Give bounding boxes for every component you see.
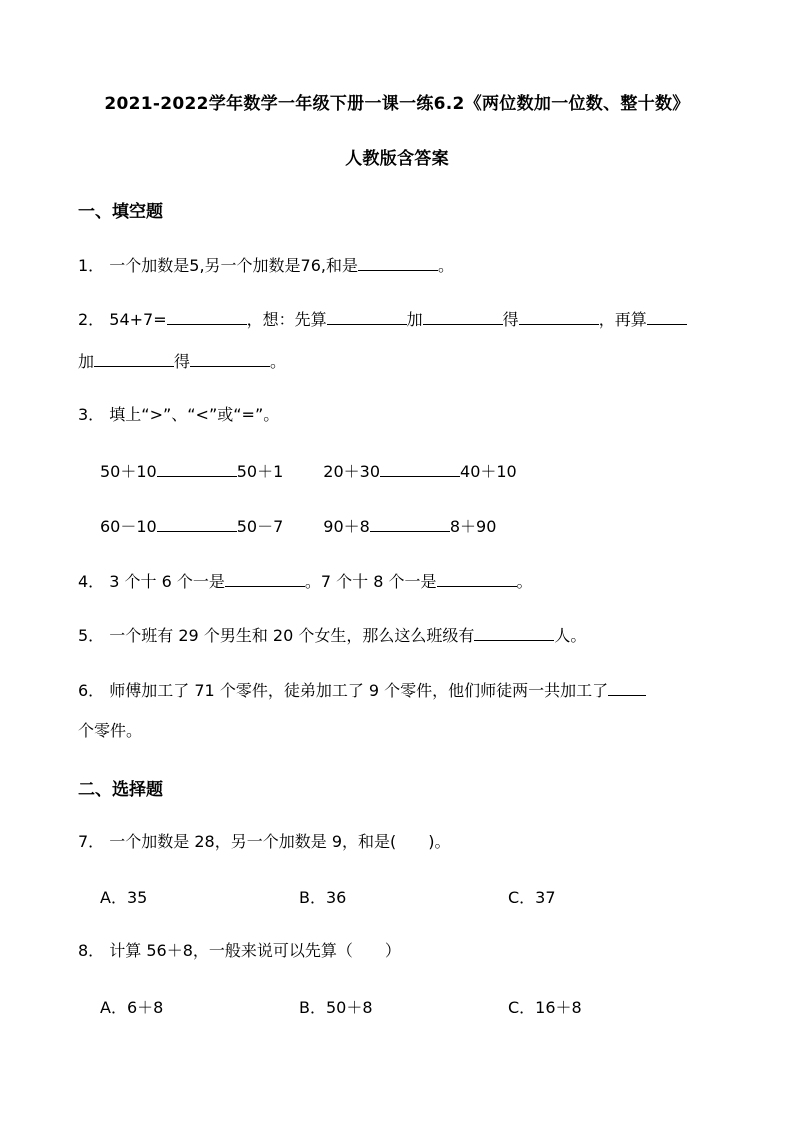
question-text: 。 [270,352,287,371]
expression: 90＋8 [323,517,370,536]
question-text: 得 [174,352,191,371]
question-text: 加 [406,310,423,329]
expression: 50＋10 [100,462,157,481]
question-text: 。 [438,256,455,275]
option-b[interactable]: B．36 [299,888,347,907]
question-text: 一个加数是5,另一个加数是76,和是 [109,256,358,275]
answer-blank[interactable] [608,678,646,696]
answer-blank[interactable] [157,459,237,477]
question-text: 。7 个十 8 个一是 [304,572,437,591]
question-number: 7． [78,832,105,851]
question-2 [78,307,687,331]
option-a[interactable]: A．6＋8 [100,998,164,1017]
answer-blank[interactable] [157,514,237,532]
option-c[interactable]: C．16＋8 [508,998,582,1017]
answer-blank[interactable] [327,307,407,325]
question-text: 。 [516,572,533,591]
question-5 [78,623,586,647]
expression: 50－7 [236,517,284,536]
answer-blank[interactable] [519,307,599,325]
question-text: 54+7= [109,310,167,329]
question-3 [78,404,279,426]
expression: 20＋30 [323,462,381,481]
question-number: 1． [78,256,105,275]
question-number: 8． [78,941,105,960]
question-number: 5． [78,626,105,645]
answer-blank[interactable] [225,569,305,587]
question-text: 个零件。 [78,721,143,740]
question-text: ，再算 [598,310,647,329]
question-text: 计算 56＋8，一般来说可以先算（ ） [109,941,401,960]
option-a[interactable]: A．35 [100,888,148,907]
answer-blank[interactable] [358,253,438,271]
question-6-cont [78,720,142,742]
question-text: 加 [78,352,95,371]
question-text: 人。 [554,626,587,645]
answer-blank[interactable] [380,459,460,477]
compare-row-2 [100,514,496,538]
answer-blank[interactable] [370,514,450,532]
question-1 [78,253,454,277]
question-text: 填上“>”、“<”或“=”。 [109,405,280,424]
question-2-cont [78,349,286,373]
expression: 8＋90 [449,517,497,536]
question-number: 6． [78,681,105,700]
question-number: 3． [78,405,105,424]
page-title: 2021-2022学年数学一年级下册一课一练6.2《两位数加一位数、整十数》 [104,94,690,114]
answer-blank[interactable] [94,349,174,367]
answer-blank[interactable] [437,569,517,587]
answer-blank[interactable] [647,307,687,325]
question-number: 4． [78,572,105,591]
section-heading-multiple-choice: 二、选择题 [78,780,163,800]
section-heading-fill-blank: 一、填空题 [78,202,163,222]
question-number: 2． [78,310,105,329]
question-text: 3 个十 6 个一是 [109,572,225,591]
question-text: 一个加数是 28，另一个加数是 9，和是( )。 [109,832,451,851]
question-8 [78,940,401,962]
answer-blank[interactable] [423,307,503,325]
expression: 40＋10 [460,462,517,481]
question-text: 师傅加工了 71 个零件，徒弟加工了 9 个零件，他们师徒两一共加工了 [109,681,609,700]
option-c[interactable]: C．37 [508,888,556,907]
question-text: 一个班有 29 个男生和 20 个女生，那么这么班级有 [109,626,475,645]
question-7 [78,831,450,853]
page-subtitle: 人教版含答案 [345,149,449,169]
answer-blank[interactable] [474,623,554,641]
expression: 50＋1 [236,462,284,481]
question-text: ，想：先算 [246,310,327,329]
option-b[interactable]: B．50＋8 [299,998,373,1017]
question-6 [78,678,646,702]
compare-row-1 [100,459,517,483]
answer-blank[interactable] [190,349,270,367]
question-4 [78,569,533,593]
question-text: 得 [502,310,519,329]
expression: 60－10 [100,517,157,536]
answer-blank[interactable] [167,307,247,325]
